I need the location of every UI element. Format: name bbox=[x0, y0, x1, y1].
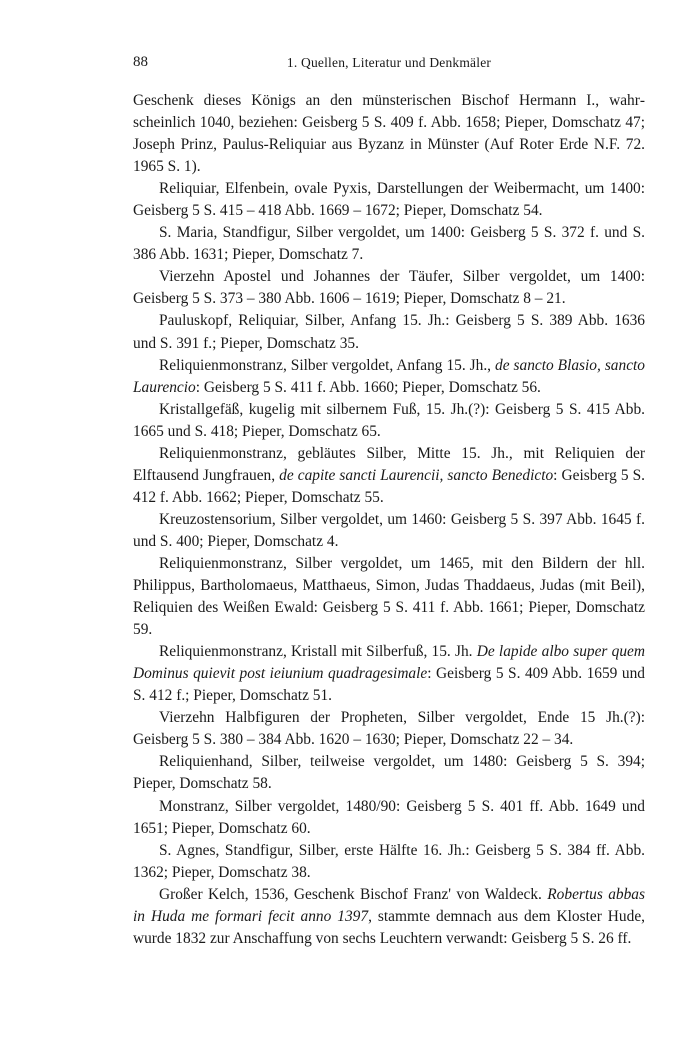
latin-inscription: Robertus abbas in Huda me formari fecit anno 1397 bbox=[133, 885, 645, 925]
entry-text: Monstranz, Silber vergoldet, 1480/90: Geisberg 5 S. 401 ff. Abb. 1649 und 1651; Pieper, Domschatz 60. bbox=[133, 797, 645, 837]
entry-paragraph bbox=[133, 222, 645, 266]
entry-paragraph bbox=[133, 641, 645, 707]
entry-text: Vierzehn Apostel und Johannes der Täufer, Silber vergoldet, um 1400: Geisberg 5 S. 373 – 380 Abb. 1606 – 1619; Pieper, Domschatz 8 – 21. bbox=[133, 268, 645, 308]
entry-text: Großer Kelch, 1536, Geschenk Bischof Franz' von Waldeck. bbox=[159, 885, 548, 903]
entry-paragraph bbox=[133, 399, 645, 443]
entry-text: Reliquienmonstranz, Silber vergoldet, Anfang 15. Jh., bbox=[159, 356, 496, 374]
entry-text: Reliquienmonstranz, Silber vergoldet, um 1465, mit den Bildern der hll. Philippus, Bartholomaeus, Matthaeus, Simon, Judas Thaddaeus, Judas (mit Beil), Reliquien des Weißen Ewald: Geisberg 5 S. 411 f. Abb. 1661; Pieper, Domschatz 59. bbox=[133, 554, 645, 639]
entry-paragraph bbox=[133, 751, 645, 795]
entry-paragraph bbox=[133, 840, 645, 884]
entry-paragraph bbox=[133, 178, 645, 222]
entry-text: , stammte demnach aus dem Kloster Hude, wurde 1832 zur Anschaffung von sechs Leuchtern verwandt: Geisberg 5 S. 26 ff. bbox=[133, 907, 645, 947]
entry-paragraph bbox=[133, 509, 645, 553]
entry-paragraph bbox=[133, 266, 645, 310]
running-head: 1. Quellen, Literatur und Denkmäler bbox=[286, 55, 492, 70]
entry-text: S. Maria, Standfigur, Silber vergoldet, um 1400: Geisberg 5 S. 372 f. und S. 386 Abb. 1631; Pieper, Domschatz 7. bbox=[133, 224, 645, 264]
entry-text: S. Agnes, Standfigur, Silber, erste Hälfte 16. Jh.: Geisberg 5 S. 384 ff. Abb. 1362; Pieper, Domschatz 38. bbox=[133, 841, 645, 881]
latin-inscription: De lapide albo super quem Dominus quievit post ieiunium quadragesimale bbox=[133, 643, 645, 683]
entry-text: Reliquienmonstranz, Kristall mit Silberfuß, 15. Jh. bbox=[159, 643, 477, 661]
body-text bbox=[133, 90, 645, 950]
entry-text: Pauluskopf, Reliquiar, Silber, Anfang 15. Jh.: Geisberg 5 S. 389 Abb. 1636 und S. 391 f.; Pieper, Domschatz 35. bbox=[133, 312, 645, 352]
page-header bbox=[133, 54, 645, 76]
entry-text: Reliquienhand, Silber, teilweise vergoldet, um 1480: Geisberg 5 S. 394; Pieper, Domschatz 58. bbox=[133, 753, 645, 793]
entry-text: Kristallgefäß, kugelig mit silbernem Fuß, 15. Jh.(?): Geisberg 5 S. 415 Abb. 1665 und S. 418; Pieper, Domschatz 65. bbox=[133, 400, 645, 440]
book-page bbox=[133, 54, 645, 950]
entry-text: : Geisberg 5 S. 411 f. Abb. 1660; Pieper, Domschatz 56. bbox=[195, 378, 541, 396]
entry-text: Vierzehn Halbfiguren der Propheten, Silber vergoldet, Ende 15 Jh.(?): Geisberg 5 S. 380 – 384 Abb. 1620 – 1630; Pieper, Domschatz 22 – 34. bbox=[133, 709, 645, 749]
page-number: 88 bbox=[133, 54, 148, 70]
entry-text: Reliquienmonstranz, gebläutes Silber, Mitte 15. Jh., mit Reliquien der Elftausend Jungfrauen, bbox=[133, 444, 645, 484]
entry-paragraph bbox=[133, 796, 645, 840]
entry-paragraph bbox=[133, 90, 645, 178]
latin-inscription: de sancto Blasio, sancto Laurencio bbox=[133, 356, 646, 396]
entry-paragraph bbox=[133, 553, 645, 641]
entry-text: Kreuzostensorium, Silber vergoldet, um 1460: Geisberg 5 S. 397 Abb. 1645 f. und S. 400; Pieper, Domschatz 4. bbox=[133, 510, 645, 550]
entry-text: : Geisberg 5 S. 412 f. Abb. 1662; Pieper, Domschatz 55. bbox=[133, 466, 645, 506]
entry-paragraph bbox=[133, 355, 645, 399]
entry-paragraph bbox=[133, 310, 645, 354]
entry-text: Reliquiar, Elfenbein, ovale Pyxis, Darstellungen der Weibermacht, um 1400: Geisberg 5 S. 415 – 418 Abb. 1669 – 1672; Pieper, Domschatz 54. bbox=[133, 180, 645, 220]
entry-paragraph bbox=[133, 443, 645, 509]
entry-text: : Geisberg 5 S. 409 Abb. 1659 und S. 412 f.; Pieper, Domschatz 51. bbox=[133, 665, 645, 705]
entry-text: Geschenk dieses Königs an den münsterischen Bischof Hermann I., wahrscheinlich 1040, beziehen: Geisberg 5 S. 409 f. Abb. 1658; Pieper, Domschatz 47; Joseph Prinz, Paulus-Reliquiar aus Byzanz in Münster (Auf Roter Erde N.F. 72. 1965 S. 1). bbox=[133, 92, 645, 176]
latin-inscription: de capite sancti Laurencii, sancto Benedicto bbox=[279, 466, 554, 484]
entry-paragraph bbox=[133, 884, 645, 950]
entry-paragraph bbox=[133, 707, 645, 751]
